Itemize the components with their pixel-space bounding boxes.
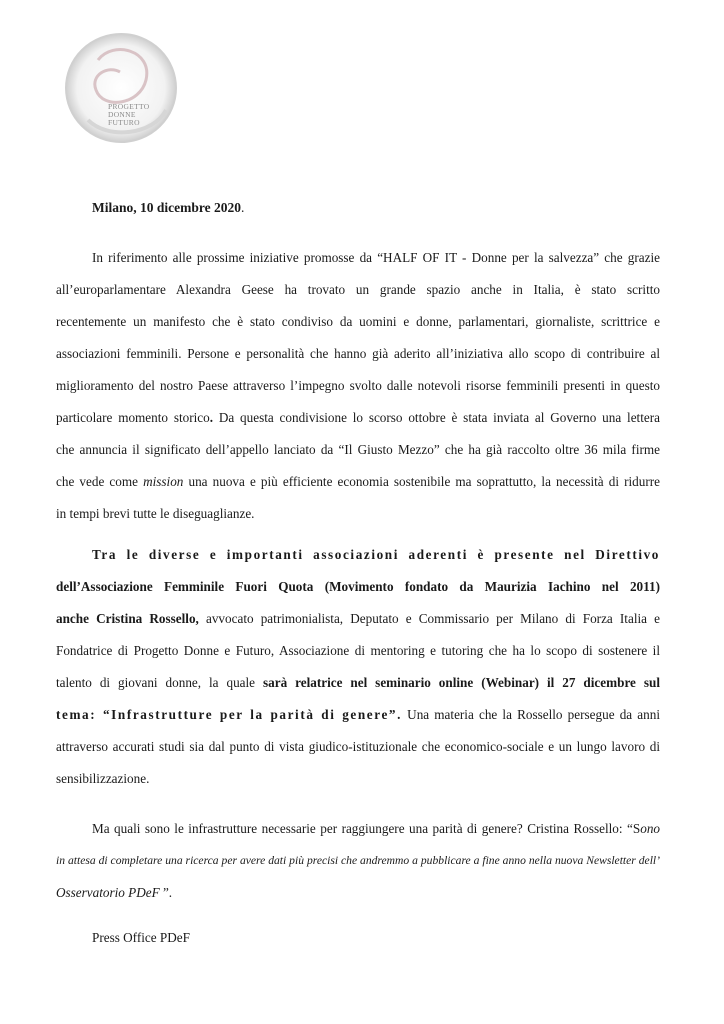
text-run: Ma quali sono le infrastrutture necessarie per raggiungere una parità di genere? Cristina Rossello: “S [92,821,641,836]
paragraph-line [56,845,660,877]
paragraph-question [56,813,660,909]
date-text: Milano, 10 dicembre 2020 [92,200,241,215]
paragraph-line [56,466,660,498]
paragraph-intro [56,242,660,530]
paragraph-line: all’europarlamentare Alexandra Geese ha trovato un grande spazio anche in Italia, è stato scritto [56,282,660,297]
text-run: talento di giovani donne, la quale [56,675,263,690]
text-run-italic: mission [143,474,184,489]
paragraph-line [56,667,660,699]
date-period: . [241,200,245,215]
paragraph-line [56,571,660,603]
paragraph-line [56,603,660,635]
text-run: una nuova e più efficiente economia sostenibile ma soprattutto, la necessità di ridurre [183,474,660,489]
paragraph-line: associazioni femminili. Persone e personalità che hanno già aderito all’iniziativa allo scopo di contribuire al [56,346,660,361]
text-run: che vede come [56,474,144,489]
text-run-bold: . [209,410,214,425]
text-run-bold: sarà relatrice nel seminario online (Webinar) il 27 dicembre sul [262,675,660,690]
text-run: Da questa condivisione lo scorso ottobre è stata inviata al Governo una lettera [213,410,660,425]
text-run-bold: anche Cristina Rossello, [56,611,199,626]
paragraph-line: recentemente un manifesto che è stato condiviso da uomini e donne, parlamentari, giornaliste, scrittrice e [56,314,660,329]
paragraph-line [56,402,660,434]
text-run: particolare momento storico [56,410,210,425]
text-run-italic: in attesa di completare una ricerca per avere dati più precisi che andremmo a pubblicare a fine anno nella nuova Newsletter dell’ [56,854,660,867]
text-run-italic: Osservatorio PDeF [56,885,160,900]
paragraph-line [56,813,660,845]
text-run-italic: ono [640,821,660,836]
text-run-bold: tema: “Infrastrutture per la parità di genere”. [56,707,403,722]
paragraph-line: sensibilizzazione. [56,771,150,786]
paragraph-line: attraverso accurati studi sia dal punto di vista giudico-istituzionale che economico-sociale e un lungo lavoro di [56,739,660,754]
paragraph-line: Fondatrice di Progetto Donne e Futuro, Associazione di mentoring e tutoring che ha lo scopo di sostenere il [56,643,660,658]
signature: Press Office PDeF [92,930,190,945]
date-line [92,200,244,216]
logo-line-2: DONNE [108,110,136,119]
text-run: ”. [159,885,173,900]
paragraph-line: miglioramento del nostro Paese attraverso l’impegno svolto dalle notevoli risorse femminili presenti in questo [56,378,660,393]
progetto-donne-futuro-logo [58,30,188,150]
logo-line-3: FUTURO [108,118,140,127]
paragraph-line: In riferimento alle prossime iniziative promosse da “HALF OF IT - Donne per la salvezza” che grazie [92,250,660,265]
paragraph-line [56,699,660,731]
logo-emblem-icon [58,30,188,150]
text-run: Una materia che la Rossello persegue da anni [402,707,660,722]
paragraph-line: che annuncia il significato dell’appello lanciato da “Il Giusto Mezzo” che ha già raccolto oltre 36 mila firme [56,442,660,457]
logo-line-1: PROGETTO [108,102,150,111]
text-run: avvocato patrimonialista, Deputato e Commissario per Milano di Forza Italia e [198,611,660,626]
paragraph-line [56,539,660,571]
text-run-bold: Tra le diverse e importanti associazioni aderenti è presente nel Direttivo [92,547,660,562]
paragraph-line [56,877,660,909]
paragraph-rossello [56,539,660,795]
paragraph-line: in tempi brevi tutte le diseguaglianze. [56,506,255,521]
logo-wordmark [108,103,178,127]
text-run-bold: dell’Associazione Femminile Fuori Quota (Movimento fondato da Maurizia Iachino nel 2011) [56,579,660,594]
